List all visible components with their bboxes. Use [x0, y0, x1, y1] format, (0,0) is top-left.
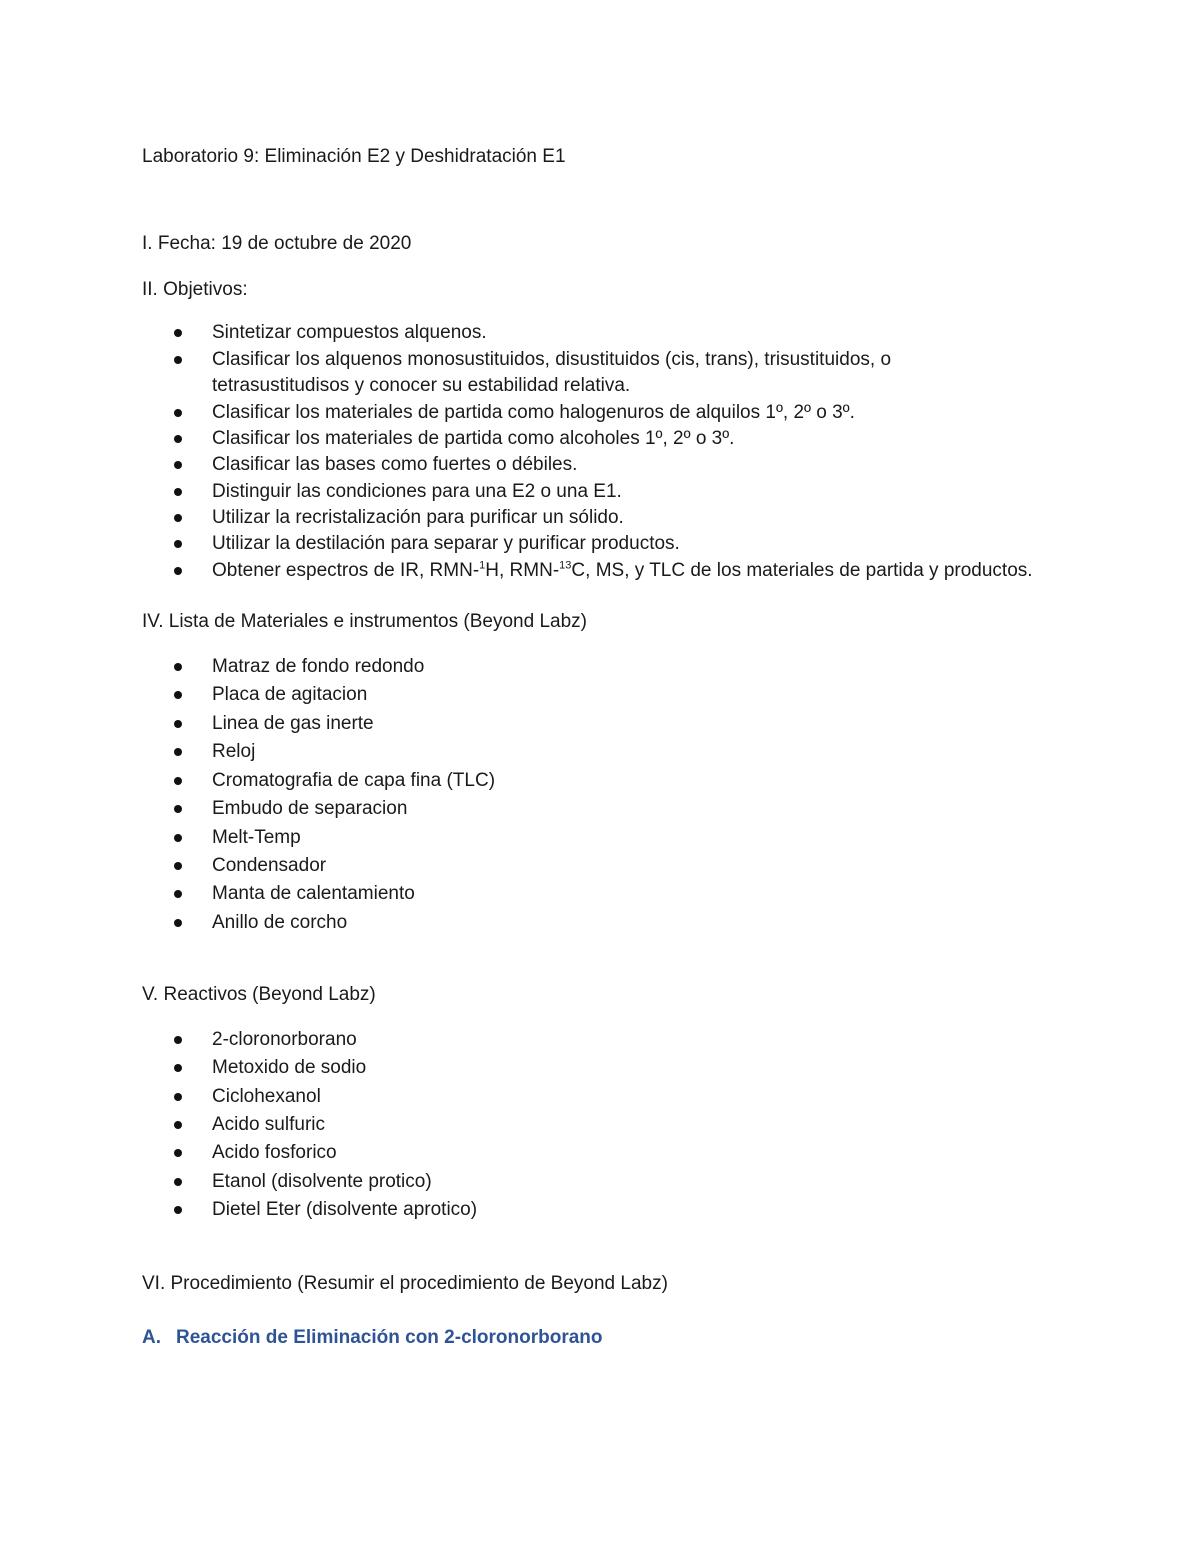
bullet-icon: [174, 663, 182, 671]
bullet-icon: [174, 691, 182, 699]
document-title: Laboratorio 9: Eliminación E2 y Deshidratación E1: [142, 146, 566, 167]
bullet-icon: [174, 540, 182, 548]
bullet-icon: [174, 1178, 182, 1186]
bullet-icon: [174, 1149, 182, 1157]
bullet-icon: [174, 329, 182, 337]
bullet-icon: [174, 567, 182, 575]
bullet-icon: [174, 748, 182, 756]
bullet-icon: [174, 1093, 182, 1101]
bullet-icon: [174, 919, 182, 927]
bullet-icon: [174, 409, 182, 417]
subsection-title: Reacción de Eliminación con 2-cloronorborano: [176, 1327, 603, 1348]
bullet-icon: [174, 488, 182, 496]
materiales-heading: IV. Lista de Materiales e instrumentos (Beyond Labz): [142, 611, 587, 632]
fecha-line: I. Fecha: 19 de octubre de 2020: [142, 233, 412, 254]
objetivos-heading: II. Objetivos:: [142, 279, 248, 300]
bullet-icon: [174, 834, 182, 842]
bullet-icon: [174, 1121, 182, 1129]
bullet-icon: [174, 435, 182, 443]
bullet-icon: [174, 461, 182, 469]
reactivos-heading: V. Reactivos (Beyond Labz): [142, 984, 376, 1005]
bullet-icon: [174, 1036, 182, 1044]
bullet-icon: [174, 777, 182, 785]
subsection-letter: A.: [142, 1327, 161, 1348]
document-page: Laboratorio 9: Eliminación E2 y Deshidratación E1 I. Fecha: 19 de octubre de 2020 II. Objetivos: Sintetizar compuestos alquenos. Clasificar los alquenos monosustituidos, disustituidos (cis, trans), trisustituidos, o tetrasustitudisos y conocer su estabilidad relativa. Clasificar los materiales de partida como halogenuros de alquilos 1º, 2º o 3º. Clasificar los materiales de partida como alcoholes 1º, 2º o 3º. Clasificar las bases como fuertes o débiles. Distinguir las condiciones para una E2 o una E1. Utilizar la recristalización para purificar un sólido. Utilizar la destilación para separar y purificar productos. Obtener espectros de IR, RMN-$^1$H, RMN-$^{13}$C, MS, y TLC de los materiales de partida y productos. IV. Lista de Materiales e instrumentos (Beyond Labz) Matraz de fondo redondo Placa de agitacion Linea de gas inerte Reloj Cromatografia de capa fina (TLC) Embudo de separacion Melt-Temp Condensador Manta de calentamiento Anillo de corcho V. Reactivos (Beyond Labz) 2-cloronorborano Metoxido de sodio Ciclohexanol Acido sulfuric Acido fosforico Etanol (disolvente protico) Dietel Eter (disolvente aprotico) VI. Procedimiento (Resumir el procedimiento de Beyond Labz) A. Reacción de Eliminación con 2-cloronorborano: [0, 0, 1200, 1553]
bullet-icon: [174, 805, 182, 813]
bullet-icon: [174, 720, 182, 728]
bullet-icon: [174, 890, 182, 898]
procedimiento-heading: VI. Procedimiento (Resumir el procedimiento de Beyond Labz): [142, 1273, 668, 1294]
bullet-icon: [174, 1064, 182, 1072]
bullet-icon: [174, 356, 182, 364]
bullet-icon: [174, 514, 182, 522]
bullet-icon: [174, 1206, 182, 1214]
bullet-icon: [174, 862, 182, 870]
